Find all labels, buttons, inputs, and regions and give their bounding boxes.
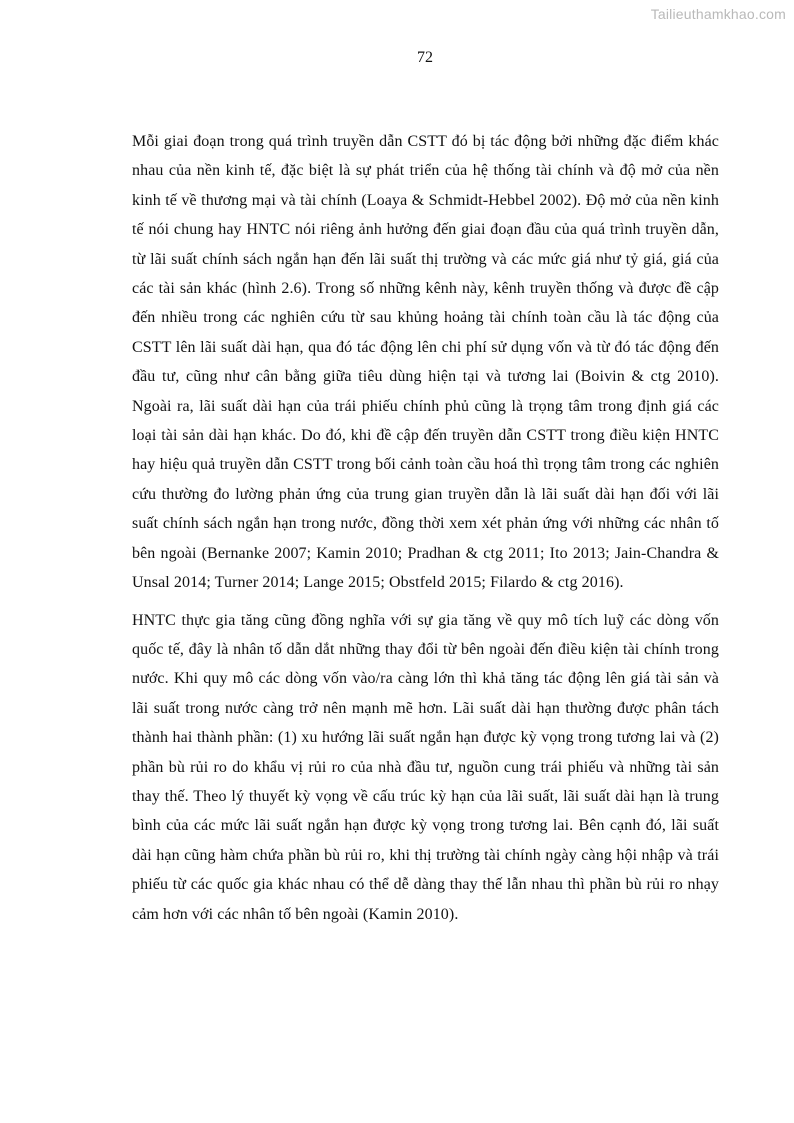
paragraph-2: HNTC thực gia tăng cũng đồng nghĩa với sự gia tăng về quy mô tích luỹ các dòng vốn quốc tế, đây là nhân tố dẫn dắt những thay đổi từ bên ngoài đến điều kiện tài chính trong nước. Khi quy mô các dòng vốn vào/ra càng lớn thì khả tăng tác động lên giá tài sản và lãi suất trong nước càng trở nên mạnh mẽ hơn. Lãi suất dài hạn thường được phân tách thành hai thành phần: (1) xu hướng lãi suất ngắn hạn được kỳ vọng trong tương lai và (2) phần bù rủi ro do khẩu vị rủi ro của nhà đầu tư, nguồn cung trái phiếu và những tài sản thay thế. Theo lý thuyết kỳ vọng về cấu trúc kỳ hạn của lãi suất, lãi suất dài hạn là trung bình của các mức lãi suất ngắn hạn được kỳ vọng trong tương lai. Bên cạnh đó, lãi suất dài hạn cũng hàm chứa phần bù rủi ro, khi thị trường tài chính ngày càng hội nhập và trái phiếu từ các quốc gia khác nhau có thể dễ dàng thay thế lẫn nhau thì phần bù rủi ro nhạy cảm hơn với các nhân tố bên ngoài (Kamin 2010). xyxy=(132,611,719,923)
page-number: 72 xyxy=(417,49,433,66)
watermark: Tailieuthamkhao.com xyxy=(650,6,786,22)
document-body xyxy=(132,127,719,929)
paragraph-1: Mỗi giai đoạn trong quá trình truyền dẫn CSTT đó bị tác động bởi những đặc điểm khác nhau của nền kinh tế, đặc biệt là sự phát triển của hệ thống tài chính và độ mở của nền kinh tế về thương mại và tài chính (Loaya & Schmidt-Hebbel 2002). Độ mở của nền kinh tế nói chung hay HNTC nói riêng ảnh hưởng đến giai đoạn đầu của quá trình truyền dẫn, từ lãi suất chính sách ngắn hạn đến lãi suất thị trường và các mức giá như tỷ giá, giá của các tài sản khác (hình 2.6). Trong số những kênh này, kênh truyền thống và được đề cập đến nhiều trong các nghiên cứu từ sau khủng hoảng tài chính toàn cầu là tác động của CSTT lên lãi suất dài hạn, qua đó tác động lên chi phí sử dụng vốn và từ đó tác động đến đầu tư, cũng như cân bằng giữa tiêu dùng hiện tại và tương lai (Boivin & ctg 2010). Ngoài ra, lãi suất dài hạn của trái phiếu chính phủ cũng là trọng tâm trong định giá các loại tài sản dài hạn khác. Do đó, khi đề cập đến truyền dẫn CSTT trong điều kiện HNTC hay hiệu quả truyền dẫn CSTT trong bối cảnh toàn cầu hoá thì trọng tâm trong các nghiên cứu thường đo lường phản ứng của trung gian truyền dẫn là lãi suất dài hạn đối với lãi suất chính sách ngắn hạn trong nước, đồng thời xem xét phản ứng với những các nhân tố bên ngoài (Bernanke 2007; Kamin 2010; Pradhan & ctg 2011; Ito 2013; Jain-Chandra & Unsal 2014; Turner 2014; Lange 2015; Obstfeld 2015; Filardo & ctg 2016). xyxy=(132,133,719,592)
